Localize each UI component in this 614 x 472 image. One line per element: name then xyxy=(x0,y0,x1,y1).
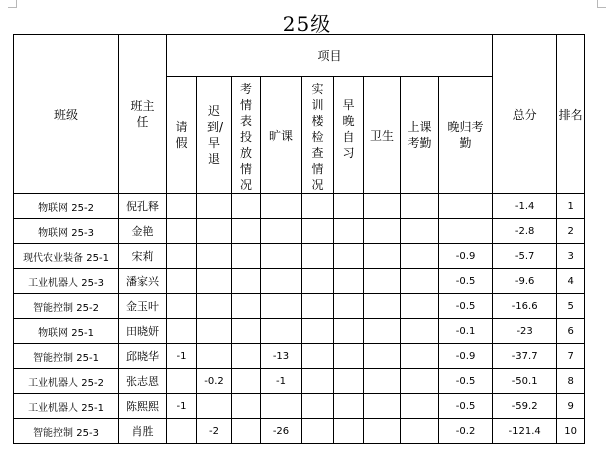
page-corner-mark xyxy=(597,0,606,8)
header-item-training-building: 实训楼检查情况 xyxy=(302,77,334,194)
item-value-cell xyxy=(167,244,197,269)
header-items-group: 项目 xyxy=(167,35,493,77)
item-value-cell xyxy=(302,244,334,269)
item-value-cell xyxy=(401,319,439,344)
class-cell: 智能控制 25-2 xyxy=(14,294,119,319)
item-value-cell xyxy=(197,269,232,294)
teacher-cell: 金玉叶 xyxy=(119,294,167,319)
header-teacher: 班主任 xyxy=(119,35,167,194)
total-cell: -37.7 xyxy=(493,344,557,369)
rank-cell: 5 xyxy=(557,294,585,319)
item-value-cell xyxy=(167,319,197,344)
item-value-cell xyxy=(439,194,493,219)
item-value-cell: -1 xyxy=(167,394,197,419)
item-value-cell xyxy=(302,419,334,444)
item-value-cell xyxy=(232,294,261,319)
item-value-cell xyxy=(302,294,334,319)
item-value-cell xyxy=(232,319,261,344)
item-value-cell xyxy=(334,269,364,294)
item-value-cell: -0.5 xyxy=(439,294,493,319)
teacher-cell: 宋莉 xyxy=(119,244,167,269)
table-row xyxy=(14,269,585,294)
item-value-cell xyxy=(302,194,334,219)
item-value-cell xyxy=(197,394,232,419)
item-value-cell xyxy=(302,344,334,369)
class-cell: 工业机器人 25-1 xyxy=(14,394,119,419)
item-value-cell xyxy=(232,269,261,294)
item-value-cell xyxy=(302,219,334,244)
item-value-cell xyxy=(197,319,232,344)
item-value-cell xyxy=(364,419,401,444)
header-item-class-attendance: 上课考勤 xyxy=(401,77,439,194)
item-value-cell: -13 xyxy=(261,344,302,369)
header-item-late-early: 迟到/早退 xyxy=(197,77,232,194)
item-value-cell xyxy=(401,244,439,269)
table-row xyxy=(14,194,585,219)
table-row xyxy=(14,244,585,269)
teacher-cell: 田晓妍 xyxy=(119,319,167,344)
item-value-cell xyxy=(197,194,232,219)
class-cell: 物联网 25-3 xyxy=(14,219,119,244)
table-row xyxy=(14,369,585,394)
item-value-cell xyxy=(364,319,401,344)
item-value-cell xyxy=(302,369,334,394)
item-value-cell xyxy=(197,219,232,244)
item-value-cell xyxy=(167,219,197,244)
item-value-cell xyxy=(232,244,261,269)
rank-cell: 3 xyxy=(557,244,585,269)
teacher-cell: 张志恩 xyxy=(119,369,167,394)
item-value-cell xyxy=(167,294,197,319)
total-cell: -23 xyxy=(493,319,557,344)
item-value-cell: -0.1 xyxy=(439,319,493,344)
item-value-cell xyxy=(261,269,302,294)
item-value-cell xyxy=(401,394,439,419)
item-value-cell: -0.5 xyxy=(439,394,493,419)
item-value-cell xyxy=(334,419,364,444)
total-cell: -2.8 xyxy=(493,219,557,244)
item-value-cell xyxy=(364,244,401,269)
item-value-cell xyxy=(401,219,439,244)
item-value-cell xyxy=(232,344,261,369)
item-value-cell xyxy=(401,369,439,394)
class-cell: 智能控制 25-1 xyxy=(14,344,119,369)
rank-cell: 9 xyxy=(557,394,585,419)
rank-cell: 2 xyxy=(557,219,585,244)
item-value-cell xyxy=(364,394,401,419)
item-value-cell xyxy=(401,419,439,444)
item-value-cell xyxy=(364,369,401,394)
item-value-cell xyxy=(232,219,261,244)
table-row xyxy=(14,219,585,244)
item-value-cell xyxy=(334,369,364,394)
item-value-cell: -1 xyxy=(167,344,197,369)
rank-cell: 6 xyxy=(557,319,585,344)
teacher-cell: 倪孔释 xyxy=(119,194,167,219)
item-value-cell xyxy=(334,294,364,319)
rank-cell: 10 xyxy=(557,419,585,444)
item-value-cell xyxy=(261,319,302,344)
teacher-cell: 金艳 xyxy=(119,219,167,244)
header-item-hygiene: 卫生 xyxy=(364,77,401,194)
item-value-cell xyxy=(334,194,364,219)
item-value-cell xyxy=(232,194,261,219)
item-value-cell xyxy=(167,419,197,444)
teacher-cell: 邱晓华 xyxy=(119,344,167,369)
rank-cell: 1 xyxy=(557,194,585,219)
item-value-cell xyxy=(364,269,401,294)
item-value-cell: -0.9 xyxy=(439,344,493,369)
table-row xyxy=(14,344,585,369)
total-cell: -5.7 xyxy=(493,244,557,269)
item-value-cell xyxy=(302,394,334,419)
header-total: 总分 xyxy=(493,35,557,194)
header-item-absence: 旷课 xyxy=(261,77,302,194)
table-row xyxy=(14,319,585,344)
item-value-cell: -2 xyxy=(197,419,232,444)
total-cell: -121.4 xyxy=(493,419,557,444)
class-cell: 智能控制 25-3 xyxy=(14,419,119,444)
class-cell: 工业机器人 25-2 xyxy=(14,369,119,394)
item-value-cell xyxy=(401,294,439,319)
teacher-cell: 肖胜 xyxy=(119,419,167,444)
item-value-cell: -0.5 xyxy=(439,269,493,294)
table-row xyxy=(14,394,585,419)
class-cell: 物联网 25-1 xyxy=(14,319,119,344)
header-item-attendance-sheet: 考情表投放情况 xyxy=(232,77,261,194)
total-cell: -59.2 xyxy=(493,394,557,419)
item-value-cell xyxy=(197,344,232,369)
item-value-cell: -0.5 xyxy=(439,369,493,394)
item-value-cell xyxy=(364,344,401,369)
item-value-cell xyxy=(167,369,197,394)
class-cell: 工业机器人 25-3 xyxy=(14,269,119,294)
rank-cell: 7 xyxy=(557,344,585,369)
table-row xyxy=(14,294,585,319)
page-title: 25级 xyxy=(282,12,332,36)
item-value-cell: -1 xyxy=(261,369,302,394)
item-value-cell xyxy=(334,244,364,269)
item-value-cell xyxy=(439,219,493,244)
item-value-cell xyxy=(232,394,261,419)
class-cell: 物联网 25-2 xyxy=(14,194,119,219)
item-value-cell xyxy=(401,344,439,369)
header-rank: 排名 xyxy=(557,35,585,194)
item-value-cell xyxy=(334,319,364,344)
item-value-cell: -0.2 xyxy=(439,419,493,444)
header-item-leave: 请假 xyxy=(167,77,197,194)
total-cell: -9.6 xyxy=(493,269,557,294)
rank-cell: 8 xyxy=(557,369,585,394)
page-corner-mark xyxy=(8,0,17,8)
item-value-cell xyxy=(261,219,302,244)
item-value-cell xyxy=(261,294,302,319)
item-value-cell xyxy=(364,219,401,244)
item-value-cell: -0.9 xyxy=(439,244,493,269)
item-value-cell xyxy=(232,369,261,394)
item-value-cell xyxy=(232,419,261,444)
item-value-cell xyxy=(302,269,334,294)
rank-cell: 4 xyxy=(557,269,585,294)
item-value-cell xyxy=(334,344,364,369)
item-value-cell xyxy=(401,269,439,294)
item-value-cell: -26 xyxy=(261,419,302,444)
item-value-cell xyxy=(302,319,334,344)
total-cell: -50.1 xyxy=(493,369,557,394)
header-item-study-session: 早晚自习 xyxy=(334,77,364,194)
item-value-cell: -0.2 xyxy=(197,369,232,394)
table-row xyxy=(14,419,585,444)
item-value-cell xyxy=(197,294,232,319)
total-cell: -16.6 xyxy=(493,294,557,319)
item-value-cell xyxy=(401,194,439,219)
ranking-table xyxy=(13,34,585,444)
teacher-cell: 陈熙熙 xyxy=(119,394,167,419)
item-value-cell xyxy=(364,194,401,219)
item-value-cell xyxy=(364,294,401,319)
header-class: 班级 xyxy=(14,35,119,194)
item-value-cell xyxy=(167,194,197,219)
teacher-cell: 潘家兴 xyxy=(119,269,167,294)
item-value-cell xyxy=(261,244,302,269)
item-value-cell xyxy=(197,244,232,269)
item-value-cell xyxy=(334,219,364,244)
item-value-cell xyxy=(167,269,197,294)
total-cell: -1.4 xyxy=(493,194,557,219)
class-cell: 现代农业装备 25-1 xyxy=(14,244,119,269)
item-value-cell xyxy=(261,394,302,419)
item-value-cell xyxy=(334,394,364,419)
item-value-cell xyxy=(261,194,302,219)
header-item-night-return: 晚归考勤 xyxy=(439,77,493,194)
